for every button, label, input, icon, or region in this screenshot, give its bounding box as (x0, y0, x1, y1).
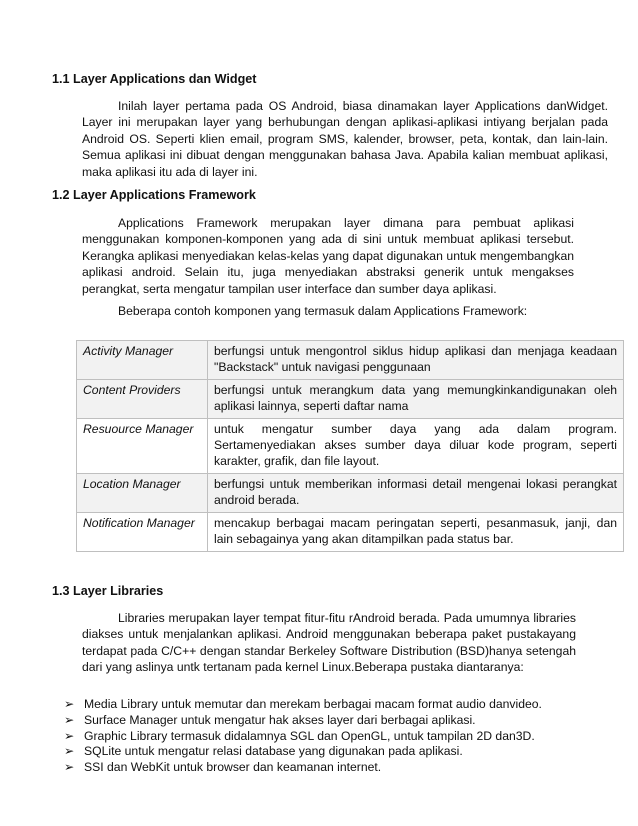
list-item-text: Surface Manager untuk mengatur hak akses layer dari berbagai aplikasi. (84, 712, 476, 727)
section-1-1-paragraph-text: Inilah layer pertama pada OS Android, biasa dinamakan layer Applications danWidget. Layer ini merupakan layer yang berhubungan dengan aplikasi-aplikasi intiyang berjalan pada Android OS. Seperti klien email, program SMS, kalender, browser, peta, kontak, dan lain-lain. Semua aplikasi ini dibuat dengan menggunakan bahasa Java. Apabila kalian membuat aplikasi, maka aplikasi itu ada di layer ini. (82, 99, 608, 179)
list-item (64, 729, 604, 745)
component-name: Location Manager (77, 474, 208, 513)
component-description: mencakup berbagai macam peringatan seperti, pesanmasuk, janji, dan lain sebagainya yang akan ditampilkan pada status bar. (208, 513, 624, 552)
arrow-bullet-icon: ➢ (64, 712, 75, 727)
section-1-2-paragraph-text: Applications Framework merupakan layer dimana para pembuat aplikasi menggunakan komponen-komponen yang ada di sini untuk membuat aplikasi tersebut. Kerangka aplikasi menyediakan kelas-kelas yang dapat digunakan untuk mengembangkan aplikasi android. Selain itu, juga menyediakan abstraksi generik untuk mengakses perangkat, serta mengatur tampilan user interface dan sumber daya aplikasi. (82, 216, 574, 296)
list-item-text: Media Library untuk memutar dan merekam berbagai macam format audio danvideo. (84, 697, 542, 711)
arrow-bullet-icon: ➢ (64, 744, 75, 759)
section-heading-1-1: 1.1 Layer Applications dan Widget (52, 72, 257, 86)
components-table (76, 340, 624, 552)
component-description: berfungsi untuk mengontrol siklus hidup aplikasi dan menjaga keadaan "Backstack" untuk navigasi penggunaan (208, 341, 624, 380)
list-item (64, 744, 604, 760)
list-item (64, 697, 604, 713)
section-heading-1-2: 1.2 Layer Applications Framework (52, 188, 256, 202)
table-row (77, 341, 624, 380)
section-1-1-paragraph (82, 98, 608, 180)
component-name: Notification Manager (77, 513, 208, 552)
component-name: Activity Manager (77, 341, 208, 380)
table-row (77, 380, 624, 419)
component-description: berfungsi untuk memberikan informasi detail mengenai lokasi perangkat android berada. (208, 474, 624, 513)
table-row (77, 419, 624, 474)
list-item-text: SSI dan WebKit untuk browser dan keamanan internet. (84, 760, 382, 775)
component-name: Resuource Manager (77, 419, 208, 474)
section-heading-1-3: 1.3 Layer Libraries (52, 584, 164, 598)
list-item (64, 713, 604, 729)
table-row (77, 474, 624, 513)
list-item (64, 760, 604, 776)
table-row (77, 513, 624, 552)
arrow-bullet-icon: ➢ (64, 728, 75, 743)
component-description: berfungsi untuk merangkum data yang memungkinkandigunakan oleh aplikasi lainnya, seperti daftar nama (208, 380, 624, 419)
libraries-list (64, 697, 604, 776)
component-name: Content Providers (77, 380, 208, 419)
section-1-3-paragraph-text: Libraries merupakan layer tempat fitur-fitu rAndroid berada. Pada umumnya libraries diakses untuk menjalankan aplikasi. Android menggunakan beberapa paket pustakayang terdapat pada C/C++ dengan standar Berkeley Software Distribution (BSD)hanya setengah dari yang aslinya untk tertanam pada kernel Linux.Beberapa pustaka diantaranya: (82, 611, 576, 675)
arrow-bullet-icon: ➢ (64, 760, 75, 775)
component-description: untuk mengatur sumber daya yang ada dalam program. Sertamenyediakan akses sumber daya diluar kode program, seperti karakter, grafik, dan file layout. (208, 419, 624, 474)
list-item-text: SQLite untuk mengatur relasi database yang digunakan pada aplikasi. (84, 744, 463, 759)
components-intro: Beberapa contoh komponen yang termasuk dalam Applications Framework: (118, 304, 528, 318)
list-item-text: Graphic Library termasuk didalamnya SGL dan OpenGL, untuk tampilan 2D dan3D. (84, 728, 535, 743)
section-1-2-paragraph (82, 215, 574, 297)
arrow-bullet-icon: ➢ (64, 697, 75, 711)
section-1-3-paragraph (82, 610, 576, 676)
